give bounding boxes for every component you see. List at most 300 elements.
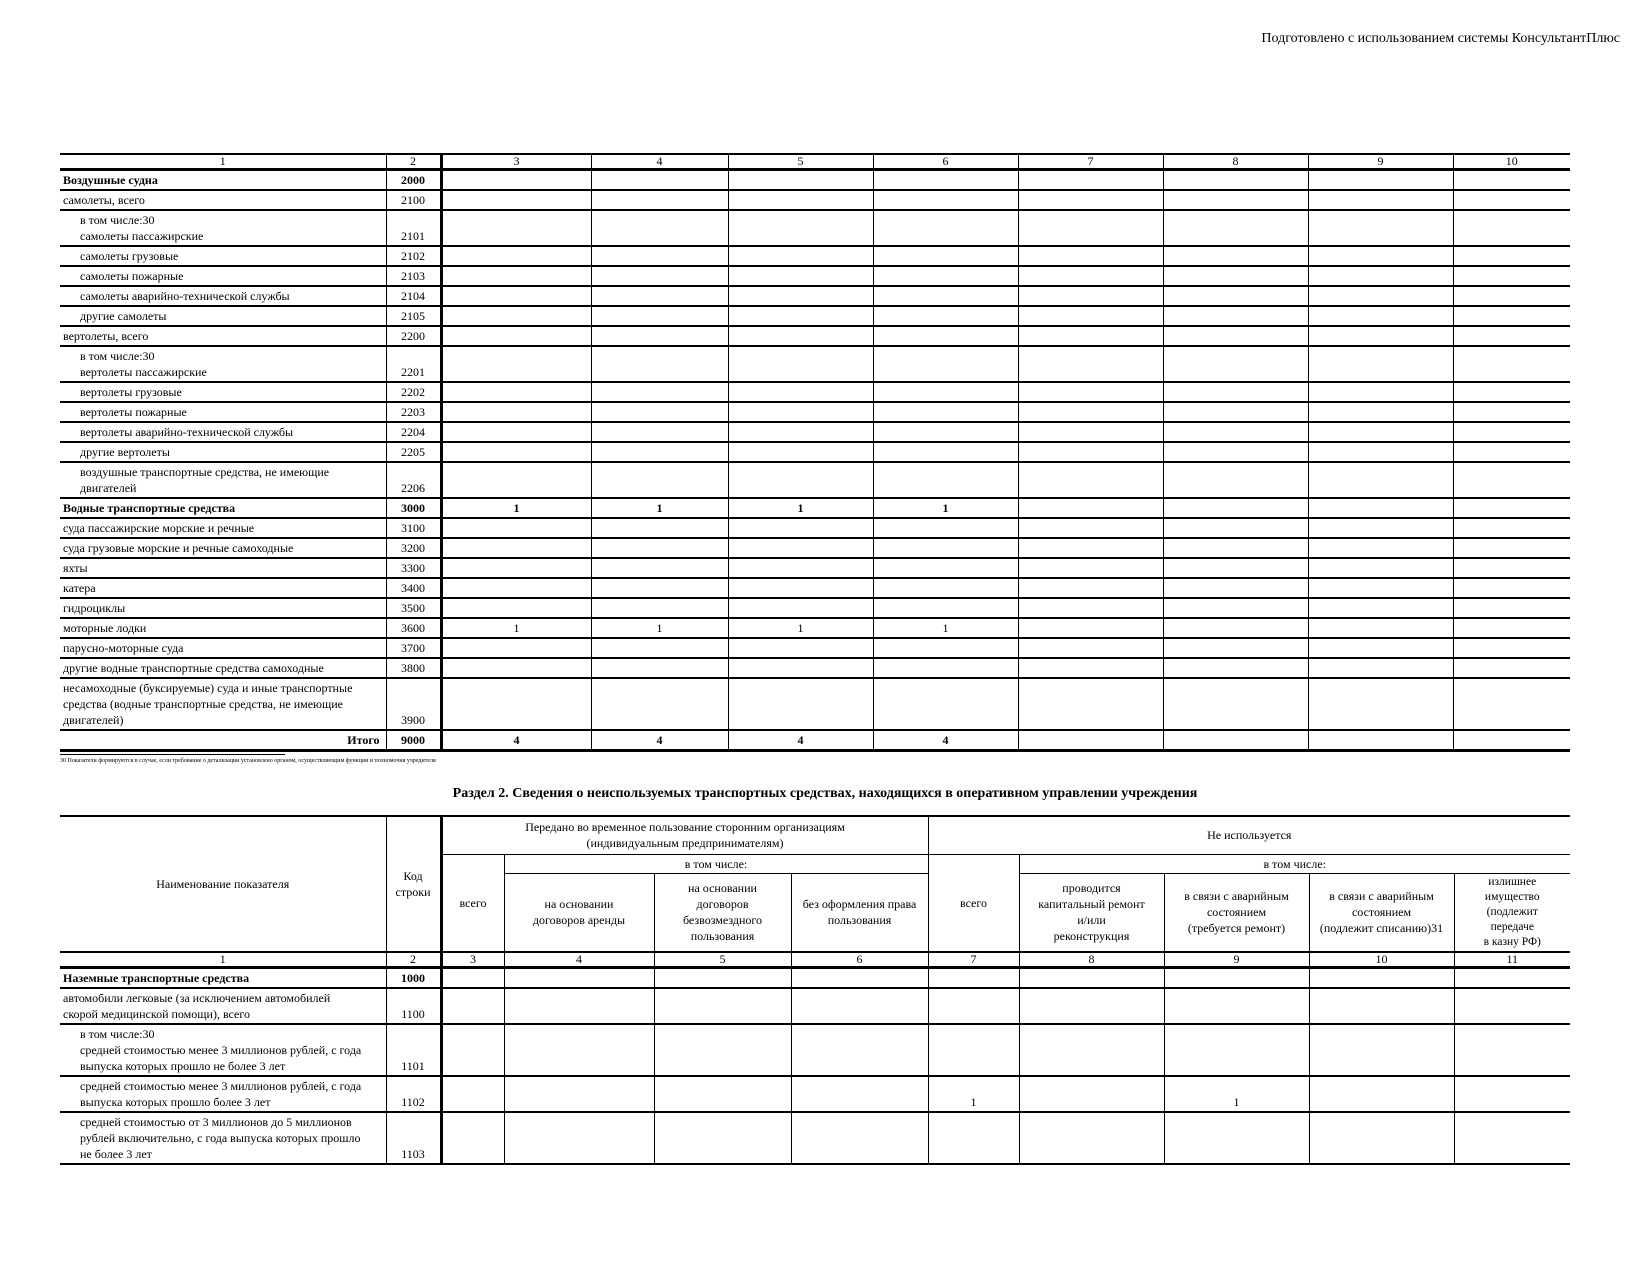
row-value: [591, 306, 728, 326]
cell-line: 1103: [401, 1146, 425, 1161]
column-number: 9: [1164, 952, 1309, 968]
cell-line: 2204: [401, 425, 425, 439]
row-value: [1453, 346, 1570, 382]
row-value: [728, 678, 873, 730]
row-value: [591, 638, 728, 658]
row-name: [60, 618, 386, 638]
cell-line: Воздушные судна: [63, 173, 158, 187]
table-row: [60, 558, 1570, 578]
row-value: [873, 210, 1018, 246]
row-value: [1018, 382, 1163, 402]
row-value: [1453, 518, 1570, 538]
row-name: [60, 678, 386, 730]
row-name: [60, 658, 386, 678]
row-value: [1308, 598, 1453, 618]
row-value: [728, 518, 873, 538]
total-value: [1018, 730, 1163, 751]
column-number: 3: [441, 952, 504, 968]
header-total-not-used: всего: [928, 854, 1019, 952]
row-value: [591, 462, 728, 498]
total-value: [1163, 730, 1308, 751]
cell-line: 3000: [401, 501, 425, 515]
column-number: 4: [504, 952, 654, 968]
cell-line: (подлежит: [1486, 905, 1538, 918]
row-code: [386, 382, 441, 402]
row-value: [1308, 346, 1453, 382]
cell-line: 2100: [401, 193, 425, 207]
row-name: [60, 190, 386, 210]
cell-line: 1000: [401, 970, 425, 985]
total-value: 4: [728, 730, 873, 751]
row-value: [873, 402, 1018, 422]
row-value: [873, 558, 1018, 578]
column-number: 3: [441, 154, 591, 170]
cell-line: 2103: [401, 269, 425, 283]
row-value: [504, 1024, 654, 1076]
row-value: [504, 1112, 654, 1164]
row-value: [1453, 658, 1570, 678]
total-label: Итого: [60, 730, 386, 751]
row-value: [1018, 538, 1163, 558]
row-name: [60, 1076, 386, 1112]
header-name: Наименование показателя: [60, 816, 386, 952]
row-code: [386, 578, 441, 598]
row-value: [1453, 246, 1570, 266]
row-value: [1019, 1024, 1164, 1076]
row-value: [873, 422, 1018, 442]
row-code: [386, 518, 441, 538]
row-value: [441, 286, 591, 306]
row-value: [1454, 1024, 1570, 1076]
row-value: [873, 518, 1018, 538]
cell-line: на основании: [544, 897, 614, 911]
column-number: 8: [1163, 154, 1308, 170]
cell-line: 3200: [401, 541, 425, 555]
row-value: [1453, 382, 1570, 402]
cell-line: 3100: [401, 521, 425, 535]
row-value: [1018, 598, 1163, 618]
row-value: [1308, 306, 1453, 326]
row-code: [386, 170, 441, 191]
table-row: [60, 538, 1570, 558]
row-value: [1453, 286, 1570, 306]
row-value: [928, 988, 1019, 1024]
row-value: [873, 266, 1018, 286]
row-value: [441, 518, 591, 538]
cell-line: капитальный ремонт: [1038, 897, 1145, 911]
header-incl-not-used: в том числе:: [1019, 854, 1570, 873]
row-value: [1308, 326, 1453, 346]
cell-line: 3600: [401, 621, 425, 635]
row-value: 1: [591, 498, 728, 518]
row-value: [1018, 558, 1163, 578]
row-name: [60, 346, 386, 382]
cell-line: суда грузовые морские и речные самоходные: [63, 541, 294, 555]
row-value: [654, 1076, 791, 1112]
row-value: [1163, 618, 1308, 638]
cell-line: Передано во временное пользование сторонним организациям: [525, 820, 845, 835]
cell-line: двигателей: [80, 481, 137, 495]
row-value: [1018, 170, 1163, 191]
table-row: [60, 1024, 1570, 1076]
row-value: [728, 538, 873, 558]
row-value: [873, 638, 1018, 658]
cell-line: выпуска которых прошло не более 3 лет: [80, 1058, 286, 1073]
cell-line: безвозмездного: [682, 913, 763, 927]
row-value: [1453, 266, 1570, 286]
cell-line: состоянием: [1206, 905, 1267, 919]
column-number: 10: [1309, 952, 1454, 968]
row-value: [873, 658, 1018, 678]
row-value: [728, 462, 873, 498]
table-row: [60, 346, 1570, 382]
row-value: [1454, 1112, 1570, 1164]
row-code: [386, 498, 441, 518]
header-emergency-repair: [1164, 873, 1309, 952]
row-value: [873, 578, 1018, 598]
row-code: [386, 618, 441, 638]
row-value: [1164, 1112, 1309, 1164]
row-value: [1453, 422, 1570, 442]
cell-line: вертолеты, всего: [63, 329, 149, 343]
row-value: [1453, 306, 1570, 326]
table-row: [60, 326, 1570, 346]
row-code: [386, 326, 441, 346]
row-value: [791, 988, 928, 1024]
column-number: 9: [1308, 154, 1453, 170]
row-value: 1: [728, 498, 873, 518]
row-value: [591, 658, 728, 678]
row-name: [60, 170, 386, 191]
cell-line: самолеты аварийно-технической службы: [80, 289, 290, 303]
row-value: [1163, 442, 1308, 462]
cell-line: 3900: [401, 713, 425, 727]
column-number: 7: [928, 952, 1019, 968]
row-value: [1163, 402, 1308, 422]
column-number: 11: [1454, 952, 1570, 968]
row-name: [60, 382, 386, 402]
row-value: [441, 598, 591, 618]
row-value: [1453, 578, 1570, 598]
row-code: [386, 286, 441, 306]
row-value: [441, 326, 591, 346]
column-number: 6: [791, 952, 928, 968]
row-value: [728, 558, 873, 578]
row-value: [1453, 498, 1570, 518]
row-value: [441, 382, 591, 402]
column-number: 1: [60, 154, 386, 170]
row-name: [60, 422, 386, 442]
cell-line: 3400: [401, 581, 425, 595]
row-value: [441, 1112, 504, 1164]
row-value: [1018, 266, 1163, 286]
row-value: [1308, 246, 1453, 266]
row-value: [728, 210, 873, 246]
row-value: [1308, 382, 1453, 402]
cell-line: в связи с аварийным: [1329, 889, 1434, 903]
row-value: [591, 402, 728, 422]
total-value: [1453, 730, 1570, 751]
row-value: [1163, 518, 1308, 538]
row-value: [1018, 346, 1163, 382]
header-repair: [1019, 873, 1164, 952]
table-row: [60, 518, 1570, 538]
row-value: [441, 538, 591, 558]
row-code: [386, 1112, 441, 1164]
table-row: [60, 462, 1570, 498]
row-name: [60, 402, 386, 422]
cell-line: (подлежит списанию)31: [1319, 921, 1444, 935]
row-name: [60, 578, 386, 598]
cell-line: вертолеты пассажирские: [80, 365, 207, 379]
row-code: [386, 246, 441, 266]
table-row: [60, 210, 1570, 246]
cell-line: выпуска которых прошло более 3 лет: [80, 1094, 271, 1109]
row-value: [591, 326, 728, 346]
row-code: [386, 538, 441, 558]
row-code: [386, 346, 441, 382]
row-code: [386, 1024, 441, 1076]
header-surplus: [1454, 873, 1570, 952]
footnote-30: 30 Показатели формируются в случае, если требование о детализации установлено органом, осуществляющим функции и полномочия учредителя: [60, 758, 436, 764]
row-value: [1453, 638, 1570, 658]
cell-line: в том числе:30: [80, 1026, 155, 1041]
cell-line: 1100: [401, 1006, 425, 1021]
row-value: [654, 1112, 791, 1164]
table-row: [60, 422, 1570, 442]
total-code: 9000: [386, 730, 441, 751]
column-numbers-row: [60, 154, 1570, 170]
row-value: [441, 578, 591, 598]
row-value: [1309, 1076, 1454, 1112]
row-value: [873, 598, 1018, 618]
section2-title: Раздел 2. Сведения о неиспользуемых транспортных средствах, находящихся в оперативном управлении учреждения: [452, 786, 1198, 801]
header-lease: [504, 873, 654, 952]
cell-line: договоров: [696, 897, 749, 911]
cell-line: договоров аренды: [532, 913, 626, 927]
row-name: [60, 538, 386, 558]
row-value: [873, 346, 1018, 382]
cell-line: воздушные транспортные средства, не имеющие: [80, 465, 330, 479]
table-row: [60, 598, 1570, 618]
column-number: 2: [386, 154, 441, 170]
cell-line: вертолеты пожарные: [80, 405, 187, 419]
row-value: [441, 170, 591, 191]
row-value: [1453, 678, 1570, 730]
row-value: [1018, 678, 1163, 730]
row-value: [873, 326, 1018, 346]
cell-line: не более 3 лет: [80, 1146, 152, 1161]
cell-line: 2000: [401, 173, 425, 187]
row-name: [60, 266, 386, 286]
header-incl-transferred: в том числе:: [504, 854, 928, 873]
row-value: [591, 170, 728, 191]
row-name: [60, 462, 386, 498]
row-value: [1163, 658, 1308, 678]
cell-line: на основании: [688, 881, 757, 895]
row-value: [1164, 1024, 1309, 1076]
row-code: [386, 402, 441, 422]
row-value: [441, 210, 591, 246]
row-value: [1309, 1024, 1454, 1076]
row-value: [591, 578, 728, 598]
row-value: [1308, 678, 1453, 730]
row-value: [1018, 498, 1163, 518]
cell-line: Наземные транспортные средства: [63, 970, 250, 985]
cell-line: вертолеты аварийно-технической службы: [80, 425, 294, 439]
cell-line: 2206: [401, 481, 425, 495]
row-value: [1163, 462, 1308, 498]
cell-line: 2205: [401, 445, 425, 459]
row-value: [654, 967, 791, 988]
row-value: [1018, 638, 1163, 658]
row-code: [386, 266, 441, 286]
header-emergency-writeoff: [1309, 873, 1454, 952]
row-value: [1453, 442, 1570, 462]
row-value: [1018, 246, 1163, 266]
row-value: [441, 442, 591, 462]
row-value: [728, 638, 873, 658]
table-row: [60, 286, 1570, 306]
cell-line: 2203: [401, 405, 425, 419]
row-value: [1308, 538, 1453, 558]
table-row: [60, 967, 1570, 988]
row-value: [728, 246, 873, 266]
row-value: [728, 326, 873, 346]
row-value: [1163, 170, 1308, 191]
total-row: [60, 730, 1570, 751]
table-row: [60, 498, 1570, 518]
cell-line: катера: [63, 581, 96, 595]
row-value: [728, 442, 873, 462]
row-value: [441, 306, 591, 326]
row-value: [1018, 658, 1163, 678]
cell-line: автомобили легковые (за исключением автомобилей: [63, 990, 331, 1005]
table-row: [60, 170, 1570, 191]
row-code: [386, 967, 441, 988]
row-name: [60, 246, 386, 266]
cell-line: гидроциклы: [63, 601, 126, 615]
row-value: [1018, 306, 1163, 326]
row-value: [1308, 170, 1453, 191]
row-value: [728, 170, 873, 191]
column-number: 7: [1018, 154, 1163, 170]
row-value: [441, 346, 591, 382]
column-number: 10: [1453, 154, 1570, 170]
cell-line: 2200: [401, 329, 425, 343]
row-value: [591, 518, 728, 538]
table-row: [60, 1112, 1570, 1164]
table-row: [60, 658, 1570, 678]
row-value: [1454, 967, 1570, 988]
row-value: [1018, 190, 1163, 210]
cell-line: в связи с аварийным: [1184, 889, 1289, 903]
cell-line: в казну РФ): [1483, 935, 1541, 948]
row-value: [1308, 518, 1453, 538]
row-name: [60, 442, 386, 462]
table-row: [60, 442, 1570, 462]
prepared-note: Подготовлено с использованием системы КонсультантПлюс: [1261, 31, 1620, 46]
row-name: [60, 598, 386, 618]
row-value: 1: [928, 1076, 1019, 1112]
cell-line: Код: [403, 868, 423, 883]
row-value: [441, 402, 591, 422]
table-row: [60, 190, 1570, 210]
row-value: [441, 988, 504, 1024]
row-value: [441, 462, 591, 498]
row-name: [60, 967, 386, 988]
cell-line: передаче: [1490, 920, 1534, 933]
row-value: [504, 1076, 654, 1112]
cell-line: 2202: [401, 385, 425, 399]
row-value: [728, 306, 873, 326]
cell-line: (индивидуальным предпринимателям): [586, 836, 784, 851]
row-value: [591, 286, 728, 306]
row-name: [60, 498, 386, 518]
cell-line: самолеты пожарные: [80, 269, 184, 283]
cell-line: скорой медицинской помощи), всего: [63, 1006, 250, 1021]
cell-line: без оформления права: [802, 897, 917, 911]
row-code: [386, 442, 441, 462]
row-value: [873, 286, 1018, 306]
row-value: [791, 967, 928, 988]
cell-line: самолеты грузовые: [80, 249, 179, 263]
column-number: 6: [873, 154, 1018, 170]
row-value: [1163, 578, 1308, 598]
cell-line: рублей включительно, с года выпуска которых прошло: [80, 1130, 361, 1145]
table-row: [60, 618, 1570, 638]
row-value: [1018, 518, 1163, 538]
row-value: [504, 967, 654, 988]
cell-line: 3800: [401, 661, 425, 675]
row-value: [1018, 402, 1163, 422]
row-value: [1308, 462, 1453, 498]
column-number: 2: [386, 952, 441, 968]
cell-line: 1101: [401, 1058, 425, 1073]
row-value: [1453, 618, 1570, 638]
cell-line: яхты: [63, 561, 88, 575]
row-name: [60, 1112, 386, 1164]
column-numbers-row: [60, 952, 1570, 968]
row-value: [1308, 190, 1453, 210]
column-number: 5: [728, 154, 873, 170]
row-value: [1163, 246, 1308, 266]
row-value: [728, 266, 873, 286]
header-code: [386, 816, 441, 952]
row-value: [873, 246, 1018, 266]
cell-line: 3300: [401, 561, 425, 575]
cell-line: в том числе:30: [80, 349, 155, 363]
row-value: [441, 422, 591, 442]
row-name: [60, 286, 386, 306]
cell-line: 2201: [401, 365, 425, 379]
row-value: [1309, 967, 1454, 988]
row-code: [386, 1076, 441, 1112]
row-value: [1163, 266, 1308, 286]
cell-line: средней стоимостью от 3 миллионов до 5 миллионов: [80, 1114, 352, 1129]
row-value: [873, 382, 1018, 402]
row-code: [386, 988, 441, 1024]
row-value: [441, 638, 591, 658]
row-value: [1163, 346, 1308, 382]
cell-line: излишнее: [1488, 875, 1537, 888]
row-value: [1163, 210, 1308, 246]
row-value: [1164, 967, 1309, 988]
cell-line: 2102: [401, 249, 425, 263]
row-value: [591, 210, 728, 246]
row-value: [441, 246, 591, 266]
row-value: [1019, 967, 1164, 988]
